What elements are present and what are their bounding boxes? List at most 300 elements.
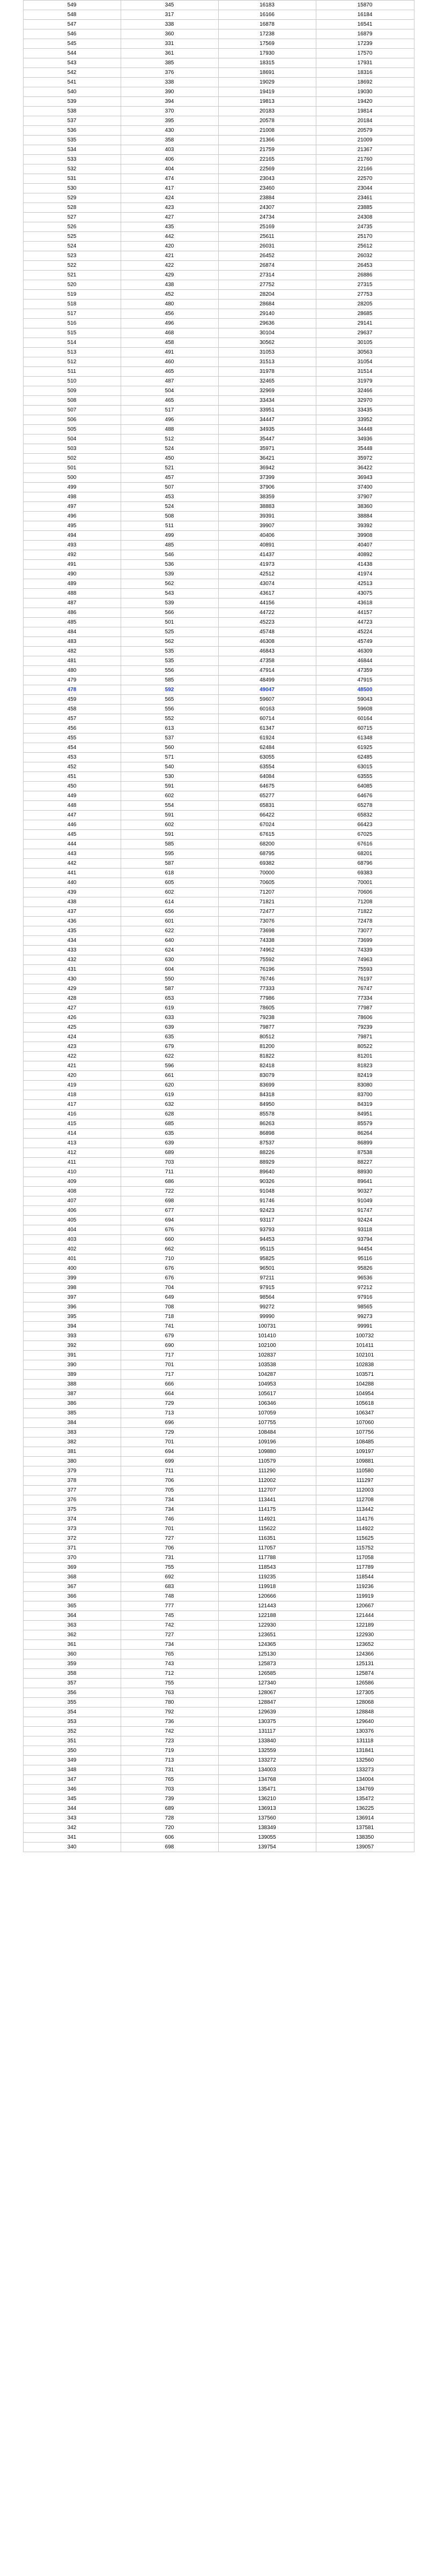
table-cell-cumulative_b: 59608 bbox=[316, 705, 414, 714]
table-cell-cumulative_a: 19813 bbox=[218, 97, 316, 107]
table-cell-count: 602 bbox=[121, 791, 218, 801]
table-cell-score: 355 bbox=[23, 1698, 121, 1708]
table-cell-score: 431 bbox=[23, 965, 121, 975]
table-cell-cumulative_b: 89641 bbox=[316, 1177, 414, 1187]
table-row bbox=[23, 1794, 414, 1804]
table-cell-count: 376 bbox=[121, 68, 218, 78]
table-cell-cumulative_a: 37399 bbox=[218, 473, 316, 483]
table-cell-score: 529 bbox=[23, 193, 121, 203]
table-cell-cumulative_b: 31979 bbox=[316, 377, 414, 386]
table-cell-score: 437 bbox=[23, 907, 121, 917]
table-row bbox=[23, 10, 414, 20]
table-cell-cumulative_b: 28685 bbox=[316, 309, 414, 319]
table-cell-cumulative_b: 84319 bbox=[316, 1100, 414, 1110]
table-cell-cumulative_a: 67024 bbox=[218, 820, 316, 830]
table-cell-cumulative_a: 97915 bbox=[218, 1283, 316, 1293]
table-cell-count: 601 bbox=[121, 917, 218, 926]
table-cell-cumulative_a: 77333 bbox=[218, 984, 316, 994]
table-cell-cumulative_b: 128068 bbox=[316, 1698, 414, 1708]
table-cell-score: 508 bbox=[23, 396, 121, 406]
table-cell-cumulative_b: 110580 bbox=[316, 1466, 414, 1476]
table-cell-cumulative_a: 84950 bbox=[218, 1100, 316, 1110]
table-cell-score: 412 bbox=[23, 1148, 121, 1158]
table-cell-cumulative_a: 42512 bbox=[218, 570, 316, 579]
table-cell-count: 535 bbox=[121, 647, 218, 656]
table-cell-score: 438 bbox=[23, 897, 121, 907]
table-row bbox=[23, 840, 414, 849]
table-cell-score: 346 bbox=[23, 1785, 121, 1794]
table-row bbox=[23, 328, 414, 338]
table-cell-count: 585 bbox=[121, 840, 218, 849]
table-cell-score: 404 bbox=[23, 1225, 121, 1235]
table-cell-cumulative_a: 40406 bbox=[218, 531, 316, 541]
table-cell-count: 639 bbox=[121, 1139, 218, 1148]
table-cell-cumulative_a: 33434 bbox=[218, 396, 316, 406]
table-cell-cumulative_b: 139057 bbox=[316, 1843, 414, 1852]
table-row bbox=[23, 1833, 414, 1843]
table-cell-cumulative_b: 29141 bbox=[316, 319, 414, 328]
table-cell-cumulative_b: 33435 bbox=[316, 406, 414, 415]
table-cell-score: 427 bbox=[23, 1004, 121, 1013]
table-cell-score: 535 bbox=[23, 136, 121, 145]
table-cell-score: 494 bbox=[23, 531, 121, 541]
table-cell-cumulative_a: 26874 bbox=[218, 261, 316, 271]
table-cell-cumulative_a: 66422 bbox=[218, 811, 316, 820]
table-cell-cumulative_b: 47359 bbox=[316, 666, 414, 676]
table-cell-score: 406 bbox=[23, 1206, 121, 1216]
table-cell-count: 423 bbox=[121, 203, 218, 213]
table-cell-cumulative_b: 115625 bbox=[316, 1534, 414, 1544]
table-cell-score: 510 bbox=[23, 377, 121, 386]
table-row bbox=[23, 290, 414, 299]
table-row bbox=[23, 1785, 414, 1794]
table-cell-cumulative_b: 75593 bbox=[316, 965, 414, 975]
table-cell-score: 436 bbox=[23, 917, 121, 926]
table-row bbox=[23, 203, 414, 213]
table-cell-cumulative_a: 70605 bbox=[218, 878, 316, 888]
table-row bbox=[23, 820, 414, 830]
table-cell-score: 401 bbox=[23, 1254, 121, 1264]
table-cell-cumulative_b: 17239 bbox=[316, 39, 414, 49]
table-cell-cumulative_a: 102837 bbox=[218, 1351, 316, 1360]
table-cell-score: 426 bbox=[23, 1013, 121, 1023]
table-row bbox=[23, 666, 414, 676]
table-cell-cumulative_a: 18315 bbox=[218, 58, 316, 68]
table-cell-count: 728 bbox=[121, 1814, 218, 1823]
table-row bbox=[23, 193, 414, 203]
table-cell-score: 411 bbox=[23, 1158, 121, 1167]
table-cell-cumulative_a: 105617 bbox=[218, 1389, 316, 1399]
table-row bbox=[23, 78, 414, 87]
table-cell-cumulative_a: 133272 bbox=[218, 1756, 316, 1765]
table-cell-cumulative_b: 25612 bbox=[316, 242, 414, 251]
table-cell-score: 420 bbox=[23, 1071, 121, 1081]
table-cell-score: 549 bbox=[23, 1, 121, 10]
table-cell-cumulative_b: 131841 bbox=[316, 1746, 414, 1756]
table-row bbox=[23, 1071, 414, 1081]
table-cell-score: 482 bbox=[23, 647, 121, 656]
table-cell-cumulative_a: 37906 bbox=[218, 483, 316, 492]
table-cell-score: 419 bbox=[23, 1081, 121, 1090]
table-cell-cumulative_a: 97211 bbox=[218, 1274, 316, 1283]
table-cell-score: 537 bbox=[23, 116, 121, 126]
table-cell-score: 421 bbox=[23, 1061, 121, 1071]
table-cell-cumulative_b: 120667 bbox=[316, 1601, 414, 1611]
table-cell-cumulative_a: 75592 bbox=[218, 955, 316, 965]
table-cell-count: 591 bbox=[121, 782, 218, 791]
table-cell-cumulative_b: 95826 bbox=[316, 1264, 414, 1274]
table-row bbox=[23, 1148, 414, 1158]
table-cell-count: 465 bbox=[121, 396, 218, 406]
table-cell-cumulative_a: 79877 bbox=[218, 1023, 316, 1032]
table-cell-count: 734 bbox=[121, 1505, 218, 1515]
table-row bbox=[23, 309, 414, 319]
table-cell-count: 718 bbox=[121, 1312, 218, 1322]
table-cell-score: 544 bbox=[23, 49, 121, 58]
table-cell-cumulative_b: 104288 bbox=[316, 1380, 414, 1389]
table-row bbox=[23, 1727, 414, 1736]
table-cell-score: 386 bbox=[23, 1399, 121, 1409]
table-cell-cumulative_b: 19420 bbox=[316, 97, 414, 107]
table-cell-cumulative_a: 48499 bbox=[218, 676, 316, 685]
table-cell-cumulative_a: 34935 bbox=[218, 425, 316, 435]
table-cell-cumulative_a: 79238 bbox=[218, 1013, 316, 1023]
table-cell-cumulative_b: 36943 bbox=[316, 473, 414, 483]
table-cell-count: 630 bbox=[121, 955, 218, 965]
table-cell-count: 694 bbox=[121, 1216, 218, 1225]
table-cell-score: 540 bbox=[23, 87, 121, 97]
table-cell-score: 459 bbox=[23, 695, 121, 705]
table-cell-count: 690 bbox=[121, 1341, 218, 1351]
table-cell-cumulative_b: 71208 bbox=[316, 897, 414, 907]
table-cell-cumulative_a: 111290 bbox=[218, 1466, 316, 1476]
table-cell-cumulative_b: 47915 bbox=[316, 676, 414, 685]
table-cell-cumulative_b: 16879 bbox=[316, 29, 414, 39]
table-cell-score: 388 bbox=[23, 1380, 121, 1389]
table-cell-score: 481 bbox=[23, 656, 121, 666]
table-cell-score: 504 bbox=[23, 435, 121, 444]
table-cell-count: 676 bbox=[121, 1225, 218, 1235]
table-cell-cumulative_b: 76747 bbox=[316, 984, 414, 994]
table-cell-cumulative_a: 39907 bbox=[218, 521, 316, 531]
table-cell-score: 368 bbox=[23, 1572, 121, 1582]
table-row bbox=[23, 97, 414, 107]
table-row bbox=[23, 415, 414, 425]
table-row bbox=[23, 1399, 414, 1409]
table-cell-cumulative_b: 34448 bbox=[316, 425, 414, 435]
table-cell-score: 499 bbox=[23, 483, 121, 492]
table-cell-cumulative_b: 104954 bbox=[316, 1389, 414, 1399]
table-cell-cumulative_a: 114175 bbox=[218, 1505, 316, 1515]
table-cell-count: 556 bbox=[121, 666, 218, 676]
table-cell-count: 596 bbox=[121, 1061, 218, 1071]
table-cell-score: 497 bbox=[23, 502, 121, 512]
table-cell-cumulative_a: 32465 bbox=[218, 377, 316, 386]
table-cell-cumulative_a: 45223 bbox=[218, 618, 316, 627]
table-cell-cumulative_b: 24735 bbox=[316, 222, 414, 232]
table-cell-cumulative_b: 132560 bbox=[316, 1756, 414, 1765]
table-row bbox=[23, 1245, 414, 1254]
table-cell-score: 413 bbox=[23, 1139, 121, 1148]
table-cell-cumulative_a: 36942 bbox=[218, 463, 316, 473]
table-row bbox=[23, 1688, 414, 1698]
table-cell-cumulative_a: 35971 bbox=[218, 444, 316, 454]
table-cell-score: 379 bbox=[23, 1466, 121, 1476]
table-cell-count: 550 bbox=[121, 975, 218, 984]
table-cell-score: 513 bbox=[23, 348, 121, 357]
table-row bbox=[23, 242, 414, 251]
table-cell-score: 351 bbox=[23, 1736, 121, 1746]
table-cell-cumulative_a: 16183 bbox=[218, 1, 316, 10]
table-cell-score: 423 bbox=[23, 1042, 121, 1052]
table-cell-cumulative_b: 112708 bbox=[316, 1495, 414, 1505]
table-cell-score: 371 bbox=[23, 1544, 121, 1553]
table-cell-cumulative_b: 86264 bbox=[316, 1129, 414, 1139]
table-row bbox=[23, 1341, 414, 1351]
table-cell-score: 380 bbox=[23, 1457, 121, 1466]
table-cell-score: 456 bbox=[23, 724, 121, 733]
table-cell-cumulative_a: 73698 bbox=[218, 926, 316, 936]
table-cell-cumulative_b: 136225 bbox=[316, 1804, 414, 1814]
table-cell-score: 350 bbox=[23, 1746, 121, 1756]
table-row bbox=[23, 1322, 414, 1331]
table-cell-cumulative_a: 31978 bbox=[218, 367, 316, 377]
table-row bbox=[23, 811, 414, 820]
table-row bbox=[23, 1466, 414, 1476]
table-cell-score: 446 bbox=[23, 820, 121, 830]
table-row bbox=[23, 965, 414, 975]
table-cell-score: 381 bbox=[23, 1447, 121, 1457]
table-cell-score: 369 bbox=[23, 1563, 121, 1572]
table-cell-score: 352 bbox=[23, 1727, 121, 1736]
table-cell-cumulative_b: 65278 bbox=[316, 801, 414, 811]
table-row bbox=[23, 753, 414, 762]
table-cell-score: 491 bbox=[23, 560, 121, 570]
table-cell-cumulative_a: 100731 bbox=[218, 1322, 316, 1331]
table-cell-count: 421 bbox=[121, 251, 218, 261]
table-cell-cumulative_a: 95115 bbox=[218, 1245, 316, 1254]
table-row bbox=[23, 878, 414, 888]
table-cell-cumulative_b: 46309 bbox=[316, 647, 414, 656]
table-cell-score: 407 bbox=[23, 1196, 121, 1206]
table-cell-cumulative_a: 46843 bbox=[218, 647, 316, 656]
table-cell-cumulative_a: 96501 bbox=[218, 1264, 316, 1274]
table-cell-cumulative_a: 27752 bbox=[218, 280, 316, 290]
table-cell-cumulative_b: 28205 bbox=[316, 299, 414, 309]
table-cell-score: 539 bbox=[23, 97, 121, 107]
table-row bbox=[23, 1495, 414, 1505]
table-cell-cumulative_b: 103571 bbox=[316, 1370, 414, 1380]
table-cell-cumulative_a: 20578 bbox=[218, 116, 316, 126]
table-row bbox=[23, 1572, 414, 1582]
table-row bbox=[23, 647, 414, 656]
table-cell-score: 410 bbox=[23, 1167, 121, 1177]
table-body bbox=[23, 1, 414, 1852]
table-cell-cumulative_b: 83700 bbox=[316, 1090, 414, 1100]
table-cell-cumulative_b: 99273 bbox=[316, 1312, 414, 1322]
table-cell-score: 490 bbox=[23, 570, 121, 579]
table-cell-cumulative_a: 23043 bbox=[218, 174, 316, 184]
table-row bbox=[23, 1023, 414, 1032]
table-cell-cumulative_a: 16166 bbox=[218, 10, 316, 20]
table-cell-cumulative_b: 22166 bbox=[316, 164, 414, 174]
table-cell-count: 539 bbox=[121, 570, 218, 579]
table-cell-cumulative_b: 107060 bbox=[316, 1418, 414, 1428]
table-cell-cumulative_a: 73076 bbox=[218, 917, 316, 926]
table-cell-score: 409 bbox=[23, 1177, 121, 1187]
table-cell-count: 427 bbox=[121, 213, 218, 222]
table-cell-count: 571 bbox=[121, 753, 218, 762]
table-row bbox=[23, 656, 414, 666]
table-cell-cumulative_b: 60715 bbox=[316, 724, 414, 733]
table-cell-cumulative_b: 60164 bbox=[316, 714, 414, 724]
table-cell-cumulative_a: 88226 bbox=[218, 1148, 316, 1158]
table-cell-count: 660 bbox=[121, 1235, 218, 1245]
table-cell-score: 383 bbox=[23, 1428, 121, 1437]
table-cell-cumulative_a: 113441 bbox=[218, 1495, 316, 1505]
table-cell-cumulative_b: 100732 bbox=[316, 1331, 414, 1341]
table-cell-count: 727 bbox=[121, 1534, 218, 1544]
table-cell-score: 424 bbox=[23, 1032, 121, 1042]
table-cell-score: 479 bbox=[23, 676, 121, 685]
table-cell-count: 465 bbox=[121, 367, 218, 377]
table-cell-cumulative_a: 83079 bbox=[218, 1071, 316, 1081]
table-cell-cumulative_a: 25169 bbox=[218, 222, 316, 232]
table-row bbox=[23, 1013, 414, 1023]
table-cell-cumulative_b: 23885 bbox=[316, 203, 414, 213]
table-row bbox=[23, 29, 414, 39]
table-cell-count: 763 bbox=[121, 1688, 218, 1698]
table-cell-cumulative_b: 72478 bbox=[316, 917, 414, 926]
table-cell-cumulative_a: 16878 bbox=[218, 20, 316, 29]
table-cell-cumulative_a: 126585 bbox=[218, 1669, 316, 1679]
table-cell-score: 397 bbox=[23, 1293, 121, 1302]
table-cell-count: 640 bbox=[121, 936, 218, 946]
table-cell-score: 547 bbox=[23, 20, 121, 29]
table-row bbox=[23, 1293, 414, 1302]
table-cell-cumulative_b: 76197 bbox=[316, 975, 414, 984]
table-cell-count: 361 bbox=[121, 49, 218, 58]
table-cell-cumulative_b: 79239 bbox=[316, 1023, 414, 1032]
table-row bbox=[23, 1708, 414, 1717]
table-row bbox=[23, 1216, 414, 1225]
table-cell-cumulative_a: 22165 bbox=[218, 155, 316, 164]
table-cell-cumulative_a: 30562 bbox=[218, 338, 316, 348]
table-row bbox=[23, 1659, 414, 1669]
table-row bbox=[23, 1061, 414, 1071]
table-cell-cumulative_b: 91747 bbox=[316, 1206, 414, 1216]
table-cell-score: 542 bbox=[23, 68, 121, 78]
table-cell-count: 507 bbox=[121, 483, 218, 492]
table-cell-score: 398 bbox=[23, 1283, 121, 1293]
table-cell-count: 485 bbox=[121, 541, 218, 550]
table-row bbox=[23, 1437, 414, 1447]
table-cell-cumulative_b: 126586 bbox=[316, 1679, 414, 1688]
table-cell-score: 515 bbox=[23, 328, 121, 338]
table-cell-count: 540 bbox=[121, 762, 218, 772]
table-row bbox=[23, 454, 414, 463]
table-cell-score: 344 bbox=[23, 1804, 121, 1814]
table-cell-cumulative_b: 95116 bbox=[316, 1254, 414, 1264]
table-cell-cumulative_a: 22569 bbox=[218, 164, 316, 174]
table-row bbox=[23, 136, 414, 145]
table-cell-score: 392 bbox=[23, 1341, 121, 1351]
table-cell-cumulative_b: 42513 bbox=[316, 579, 414, 589]
table-cell-count: 704 bbox=[121, 1283, 218, 1293]
table-cell-score: 506 bbox=[23, 415, 121, 425]
table-row bbox=[23, 637, 414, 647]
table-cell-count: 524 bbox=[121, 444, 218, 454]
table-cell-count: 717 bbox=[121, 1351, 218, 1360]
table-cell-count: 474 bbox=[121, 174, 218, 184]
table-cell-cumulative_a: 47914 bbox=[218, 666, 316, 676]
table-row bbox=[23, 791, 414, 801]
table-cell-cumulative_b: 121444 bbox=[316, 1611, 414, 1621]
table-cell-count: 562 bbox=[121, 637, 218, 647]
table-cell-count: 742 bbox=[121, 1621, 218, 1630]
table-cell-cumulative_a: 136210 bbox=[218, 1794, 316, 1804]
table-row bbox=[23, 396, 414, 406]
table-cell-cumulative_a: 139754 bbox=[218, 1843, 316, 1852]
table-cell-score: 531 bbox=[23, 174, 121, 184]
table-cell-cumulative_a: 119918 bbox=[218, 1582, 316, 1592]
table-cell-count: 717 bbox=[121, 1370, 218, 1380]
table-cell-count: 620 bbox=[121, 1081, 218, 1090]
table-row bbox=[23, 155, 414, 164]
table-cell-score: 400 bbox=[23, 1264, 121, 1274]
table-cell-cumulative_a: 128067 bbox=[218, 1688, 316, 1698]
table-row bbox=[23, 608, 414, 618]
table-row bbox=[23, 1592, 414, 1601]
table-cell-count: 698 bbox=[121, 1196, 218, 1206]
table-cell-count: 701 bbox=[121, 1437, 218, 1447]
table-row bbox=[23, 338, 414, 348]
table-cell-cumulative_a: 28684 bbox=[218, 299, 316, 309]
table-cell-cumulative_b: 43618 bbox=[316, 598, 414, 608]
table-cell-cumulative_a: 104953 bbox=[218, 1380, 316, 1389]
table-cell-score: 518 bbox=[23, 299, 121, 309]
table-row bbox=[23, 1389, 414, 1399]
table-cell-cumulative_b: 108485 bbox=[316, 1437, 414, 1447]
table-cell-count: 385 bbox=[121, 58, 218, 68]
table-cell-cumulative_b: 97916 bbox=[316, 1293, 414, 1302]
table-cell-cumulative_b: 39908 bbox=[316, 531, 414, 541]
table-cell-count: 703 bbox=[121, 1785, 218, 1794]
table-cell-cumulative_a: 61924 bbox=[218, 733, 316, 743]
table-cell-cumulative_a: 90326 bbox=[218, 1177, 316, 1187]
table-cell-score: 389 bbox=[23, 1370, 121, 1380]
table-row bbox=[23, 20, 414, 29]
table-cell-cumulative_a: 65831 bbox=[218, 801, 316, 811]
table-cell-count: 689 bbox=[121, 1148, 218, 1158]
table-cell-count: 622 bbox=[121, 926, 218, 936]
table-cell-cumulative_a: 26031 bbox=[218, 242, 316, 251]
table-row bbox=[23, 280, 414, 290]
table-cell-cumulative_b: 129640 bbox=[316, 1717, 414, 1727]
table-cell-count: 504 bbox=[121, 386, 218, 396]
table-cell-score: 492 bbox=[23, 550, 121, 560]
table-cell-count: 606 bbox=[121, 1833, 218, 1843]
table-cell-cumulative_a: 98564 bbox=[218, 1293, 316, 1302]
table-cell-score: 483 bbox=[23, 637, 121, 647]
table-row bbox=[23, 174, 414, 184]
table-cell-cumulative_b: 25170 bbox=[316, 232, 414, 242]
table-row bbox=[23, 1563, 414, 1572]
table-cell-cumulative_b: 122930 bbox=[316, 1630, 414, 1640]
table-row bbox=[23, 762, 414, 772]
table-cell-cumulative_b: 31514 bbox=[316, 367, 414, 377]
table-cell-score: 363 bbox=[23, 1621, 121, 1630]
